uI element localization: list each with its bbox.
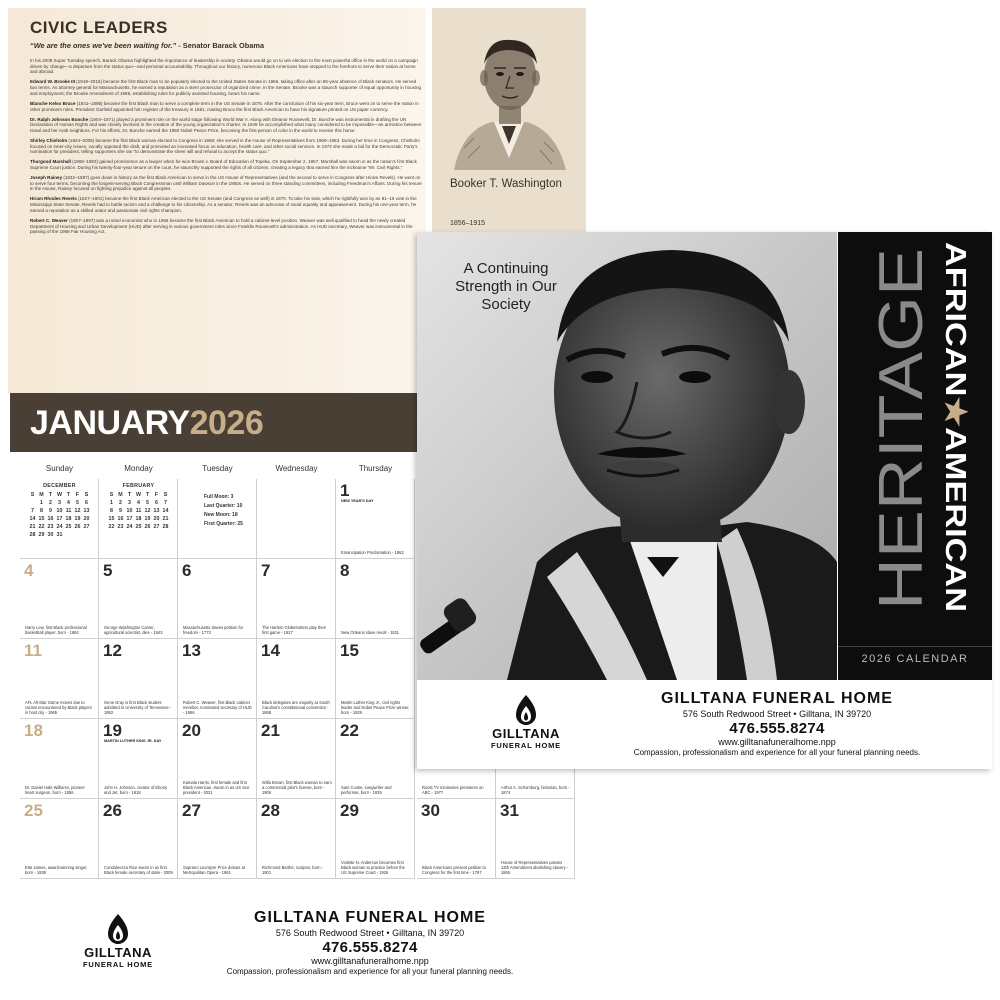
day-event: Emancipation Proclamation - 1863 — [341, 550, 404, 555]
day-number: 22 — [340, 721, 359, 740]
day-cell — [336, 799, 415, 879]
mini-day: 10 — [56, 508, 63, 514]
mini-day: 19 — [144, 516, 151, 522]
mini-day: 29 — [38, 532, 45, 538]
brand-logo — [471, 694, 581, 750]
day-event: Etta James, award-winning singer, born - 1938 — [25, 865, 88, 875]
day-number: 6 — [182, 561, 192, 580]
day-number: 28 — [261, 801, 280, 820]
mini-day: 1 — [110, 500, 113, 506]
brand-website: www.gilltanafuneralhome.npp — [311, 956, 429, 966]
month-band — [10, 393, 417, 452]
portrait-years: 1856–1915 — [450, 220, 486, 227]
day-cell — [496, 799, 575, 879]
month-year: 2026 — [189, 404, 264, 442]
mini-day: 7 — [164, 500, 167, 506]
day-cell — [257, 799, 336, 879]
mini-day: 12 — [144, 508, 151, 514]
day-cell — [178, 799, 257, 879]
mini-day: 23 — [117, 524, 124, 530]
brand-tagline: Compassion, professionalism and experience for all your funeral planning needs. — [633, 748, 921, 757]
month-title — [30, 404, 263, 443]
info-paragraph — [30, 175, 422, 192]
info-paragraph — [30, 138, 422, 155]
mini-weekday: T — [145, 492, 150, 498]
day-event: New Orleans slave revolt - 1811 — [341, 630, 399, 635]
paragraph-text: (1832–1887) goes down in history as the first Black American to serve in the US House of Representatives (and the second to serve in Congress after Hiram Revels). He went on to serve four terms, becoming the longest-serving Black Congressman until William Dawson in the 1950s. He served on three standing committees, including Freedman's Affairs. During his tenure in the House, Rainey focused on fighting prejudice against all peoples. — [30, 175, 422, 192]
cover-title-panel — [838, 232, 992, 680]
paragraph-lead: Joseph Rainey — [30, 175, 63, 181]
mini-day — [28, 499, 37, 507]
mini-day: 27 — [153, 524, 160, 530]
mini-day: 25 — [135, 524, 142, 530]
flame-icon — [513, 694, 539, 726]
day-event: Gene Gray is first Black student admitted to University of Tennessee - 1952 — [104, 700, 172, 715]
mini-day: 9 — [49, 508, 52, 514]
mini-day: 24 — [126, 524, 133, 530]
mini-day: 23 — [47, 524, 54, 530]
paragraph-text: In his 2008 Super Tuesday speech, Barack Obama highlighted the importance of leadership in society. Obama would go on to win election to the most powerful office in the world on a campaign driven by change—a departure from the status quo—and personal accountability. Throughout our history, numerous Black Americans have stepped to the forefront to serve their nation at home and abroad. — [30, 58, 418, 75]
day-cell — [20, 559, 99, 639]
mini-day: 3 — [128, 500, 131, 506]
info-body — [30, 58, 422, 239]
day-number: 8 — [340, 561, 350, 580]
day-number: 14 — [261, 641, 280, 660]
day-number: 21 — [261, 721, 280, 740]
brand-name: GILLTANA FUNERAL HOME — [254, 909, 486, 926]
brand-address: 576 South Redwood Street • Gilltana, IN 39720 — [682, 709, 872, 719]
mini-day: 16 — [47, 516, 54, 522]
mini-weekday: S — [84, 492, 89, 498]
day-cell — [20, 639, 99, 719]
day-cell — [257, 639, 336, 719]
mini-day: 26 — [144, 524, 151, 530]
mini-weekday: M — [118, 492, 123, 498]
mini-day: 16 — [117, 516, 124, 522]
mini-day: 15 — [38, 516, 45, 522]
mini-day: 28 — [162, 524, 169, 530]
weekday-header: Sunday — [45, 464, 74, 473]
mini-day — [73, 531, 82, 539]
mini-day: 30 — [47, 532, 54, 538]
day-number: 26 — [103, 801, 122, 820]
title-heritage — [867, 240, 936, 610]
mini-day: 18 — [65, 516, 72, 522]
mini-day: 13 — [83, 508, 90, 514]
mini-weekday: T — [127, 492, 132, 498]
moon-phase: New Moon: 18 — [204, 512, 238, 518]
day-cell — [99, 639, 178, 719]
brand-website: www.gilltanafuneralhome.npp — [718, 737, 836, 747]
day-cell — [257, 559, 336, 639]
cover-tagline: A Continuing Strength in Our Society — [455, 260, 557, 313]
title-african-american — [936, 242, 982, 614]
title-star: ★ — [939, 396, 971, 423]
day-event: Condoleezza Rice sworn in as first Black female secretary of state - 2005 — [104, 865, 173, 875]
mini-weekday: F — [154, 492, 159, 498]
day-number: 27 — [182, 801, 201, 820]
day-event: John H. Johnson, creator of Ebony and Jet, born - 1918 — [104, 785, 168, 795]
mini-day: 11 — [135, 508, 142, 514]
paragraph-text: (1908–1993) gained prominence as a lawyer when he won Brown v. Board of Education of Topeka. On September 2, 1967, Marshall was sworn in as the nation's first Black Supreme Court justice. During his twenty-four-year tenure on the court, he staunchly supported the rights of all citizens, creating a legacy that earned him the nickname “Mr. Civil Rights.” — [30, 159, 417, 171]
portrait-sketch — [444, 18, 574, 170]
day-event: The Harlem Globetrotters play their first game - 1927 — [262, 625, 326, 635]
mini-calendar-title: DECEMBER — [43, 483, 76, 489]
mini-calendar-december — [28, 483, 91, 539]
mini-day: 25 — [65, 524, 72, 530]
brand-text — [597, 690, 957, 757]
day-event: Soprano Leontyne Price debuts at Metropolitan Opera - 1961 — [183, 865, 245, 875]
info-paragraph — [30, 218, 422, 235]
mini-day: 7 — [31, 508, 34, 514]
mini-calendar-february — [107, 483, 170, 531]
day-cell — [20, 719, 99, 799]
cover-calendar-label: 2026 CALENDAR — [838, 646, 992, 665]
paragraph-lead: Thurgood Marshall — [30, 159, 71, 165]
day-number: 19 — [103, 721, 122, 740]
day-cell — [178, 559, 257, 639]
brand-name: GILLTANA FUNERAL HOME — [661, 690, 893, 707]
mini-day: 31 — [56, 532, 63, 538]
day-event: Roots TV miniseries premieres on ABC - 1977 — [422, 785, 484, 795]
flame-icon — [105, 913, 131, 945]
info-quote — [30, 41, 420, 50]
mini-day: 20 — [83, 516, 90, 522]
logo-name: GILLTANA — [84, 945, 152, 960]
day-number: 25 — [24, 801, 43, 820]
holiday-label: NEW YEAR'S DAY — [341, 499, 374, 503]
mini-day: 12 — [74, 508, 81, 514]
mini-day: 3 — [58, 500, 61, 506]
logo-sub: FUNERAL HOME — [491, 741, 561, 750]
brand-phone: 476.555.8274 — [322, 939, 418, 956]
paragraph-text: (1924–2005) became the first Black woman elected to Congress in 1968; she served in the House of Representatives from 1969–1983. During her time in Congress, Chisholm focused on inner-city issues, vocally opposed the draft, and promoted an increased focus on education, health care, and other social services. In 1972 she made a bid for the Democratic Party's nomination for president, telling supporters she ran “to demonstrate the sheer will and refusal to accept the status quo.” — [30, 137, 420, 155]
mini-day: 21 — [162, 516, 169, 522]
paragraph-lead: Blanche Kelso Bruce — [30, 100, 76, 106]
day-event: House of Representatives passes 13th Amendment abolishing slavery - 1865 — [501, 860, 569, 875]
mini-day: 4 — [67, 500, 70, 506]
portrait-name: Booker T. Washington — [450, 178, 562, 190]
mini-day: 10 — [126, 508, 133, 514]
day-number: 18 — [24, 721, 43, 740]
mini-day: 26 — [74, 524, 81, 530]
day-cell — [336, 639, 415, 719]
day-cell — [99, 719, 178, 799]
mini-day: 2 — [119, 500, 122, 506]
day-number: 31 — [500, 801, 519, 820]
info-title: CIVIC LEADERS — [30, 18, 168, 37]
title-word-american: AMERICAN — [939, 427, 971, 584]
cover-photo — [417, 232, 837, 680]
weekday-header: Tuesday — [202, 464, 233, 473]
day-event: Massachusetts slaves petition for freedom - 1773 — [183, 625, 244, 635]
brand-address: 576 South Redwood Street • Gilltana, IN 39720 — [275, 928, 465, 938]
mini-day: 28 — [29, 532, 36, 538]
paragraph-text: (1827–1901) became the first Black American elected to the US Senate (and Congress as well) in 1870. To take his seat, which he rightfully won by an 81–15 vote in the Mississippi State Senate, Revels had to battle racism and a challenge to his citizenship. As a senator, Revels was an advocate of racial equality and appeasement. During his one-year term, he earned a reputation as a skilled orator and passionate civil rights champion. — [30, 196, 417, 213]
day-event: Martin Luther King Jr., civil rights leader and Nobel Peace Prize winner, born - 1929 — [341, 700, 410, 715]
mini-day: 17 — [56, 516, 63, 522]
weekday-header: Thursday — [358, 464, 393, 473]
day-number: 5 — [103, 561, 113, 580]
info-paragraph — [30, 196, 422, 213]
mini-day: 14 — [162, 508, 169, 514]
mini-day: 15 — [108, 516, 115, 522]
day-number: 13 — [182, 641, 201, 660]
empty-cell — [257, 479, 336, 559]
mini-day: 1 — [40, 500, 43, 506]
mini-day — [64, 531, 73, 539]
brand-text — [180, 909, 560, 976]
mini-day: 9 — [119, 508, 122, 514]
info-paragraph — [30, 79, 422, 96]
holiday-label: MARTIN LUTHER KING JR. DAY — [104, 739, 162, 743]
info-page — [8, 8, 426, 393]
mini-day: 21 — [29, 524, 36, 530]
paragraph-lead: Shirley Chisholm — [30, 137, 68, 143]
calendar-cover — [417, 232, 992, 769]
mini-day: 13 — [153, 508, 160, 514]
mini-weekday: W — [136, 492, 141, 498]
day-cell — [178, 639, 257, 719]
cover-branding — [417, 680, 992, 769]
day-event: Dr. Daniel Hale Williams, pioneer heart surgeon, born - 1856 — [25, 785, 85, 795]
day-event: Willa Brown, first Black woman to earn a commercial pilot's license, born - 1906 — [262, 780, 332, 795]
day-event: Arthur A. Schomburg, historian, born - 1874 — [501, 785, 570, 795]
paragraph-text: (1919–2015) became the first Black man to be popularly elected to the United States Senate in 1966, taking office after an 85-year absence of Black senators. He served two terms. As attorney general for Massachusetts, he earned a reputation as a stern prosecutor of organized crime. In the Senate, Brooke was a staunch supporter of equal opportunity in housing and employment; the Brooke Amendment of 1969, establishing rules for publicly assisted housing, bears his name. — [30, 79, 422, 96]
day-cell — [417, 799, 496, 879]
day-number: 4 — [24, 561, 34, 580]
day-cell — [257, 719, 336, 799]
mini-day: 18 — [135, 516, 142, 522]
info-paragraph — [30, 58, 422, 75]
mini-day: 22 — [108, 524, 115, 530]
mini-weekday: F — [75, 492, 80, 498]
day-event: AFL All-Star Game moves due to racism encountered by Black players in host city - 1965 — [25, 700, 92, 715]
mini-weekday: S — [163, 492, 168, 498]
day-cell — [99, 559, 178, 639]
day-cell — [99, 799, 178, 879]
day-cell — [178, 719, 257, 799]
mini-day — [82, 531, 91, 539]
mini-day: 4 — [137, 500, 140, 506]
month-name: JANUARY — [30, 404, 190, 442]
mini-day: 6 — [155, 500, 158, 506]
mini-weekday: W — [57, 492, 62, 498]
moon-phase: Full Moon: 3 — [204, 494, 234, 500]
moon-phase: Last Quarter: 10 — [204, 503, 243, 509]
brand-phone: 476.555.8274 — [729, 720, 825, 737]
mini-day: 8 — [110, 508, 113, 514]
mini-day: 22 — [38, 524, 45, 530]
logo-name: GILLTANA — [492, 726, 560, 741]
mini-day: 14 — [29, 516, 36, 522]
day-number: 15 — [340, 641, 359, 660]
paragraph-text: (1841–1898) became the first Black man to serve a complete term in the US Senate in 1875. After the conclusion of his six-year term, Bruce went on to serve the nation in other prominent roles. President Garfield appointed him register of the treasury in 1881, making Bruce the first Black American to have his signature printed on US paper currency. — [30, 100, 419, 112]
day-number: 1 — [340, 481, 350, 500]
day-event: Kamala Harris, first female and first Black American, sworn in as US vice president - 2021 — [183, 780, 250, 795]
heritage-text: HERITAGE — [867, 297, 936, 610]
day-event: Sam Cooke, songwriter and performer, born - 1935 — [341, 785, 392, 795]
paragraph-lead: Dr. Ralph Johnson Bunche — [30, 116, 89, 122]
mini-calendar-title: FEBRUARY — [122, 483, 155, 489]
info-paragraph — [30, 117, 422, 134]
day-event: Black delegates are majority at South Carolina's constitutional convention - 1868 — [262, 700, 330, 715]
paragraph-lead: Robert C. Weaver — [30, 217, 68, 223]
moon-phase: First Quarter: 25 — [204, 521, 243, 527]
day-number: 29 — [340, 801, 359, 820]
mini-weekday: T — [48, 492, 53, 498]
info-paragraph — [30, 101, 422, 112]
african-american-text — [939, 242, 971, 612]
paragraph-lead: Hiram Rhodes Revels — [30, 196, 77, 202]
day-cell — [336, 559, 415, 639]
mini-day: 20 — [153, 516, 160, 522]
day-event: Robert C. Weaver, first Black cabinet member, nominated secretary of HUD - 1966 — [183, 700, 252, 715]
moon-phases — [204, 493, 243, 529]
day-cell — [20, 799, 99, 879]
mini-day: 5 — [76, 500, 79, 506]
quote-text: “We are the ones we've been waiting for.” — [30, 41, 177, 50]
mini-day: 17 — [126, 516, 133, 522]
bottom-branding — [10, 895, 585, 990]
mini-day: 27 — [83, 524, 90, 530]
title-word-african: AFRICAN — [939, 242, 971, 373]
mini-weekday: S — [30, 492, 35, 498]
brand-tagline: Compassion, professionalism and experience for all your funeral planning needs. — [226, 967, 514, 976]
weekday-header: Wednesday — [275, 464, 318, 473]
mini-day: 5 — [146, 500, 149, 506]
brand-logo — [68, 913, 168, 969]
paragraph-text: (1907–1997) was a noted economist who in 1966 became the first Black American to hold a cabinet-level position. Weaver was well qualified to head the newly created Department of Housing and Urban Development (HUD) after serving in various government roles since Franklin Roosevelt's administration. As HUD secretary, Weaver was instrumental in the passing of the 1968 Fair Housing Act. — [30, 217, 413, 235]
day-event: Harry Lew, first Black professional basketball player, born - 1884 — [25, 625, 87, 635]
info-paragraph — [30, 159, 422, 170]
paragraph-text: (1904–1971) played a prominent role on the world stage following World War II. Along with Eleanor Roosevelt, Dr. Bunche was instrumental in drafting the UN Declaration of Human Rights and was closely involved in the creation of the young organization's charter. In 1949 he accomplished what many considered to be impossible—an armistice between Israel and her Arab neighbors. For his efforts, Dr. Bunche earned the 1950 Nobel Peace Prize, becoming the first person of color in the world to receive this honor. — [30, 116, 422, 133]
mini-day: 19 — [74, 516, 81, 522]
day-number: 11 — [24, 641, 42, 660]
day-number: 30 — [421, 801, 440, 820]
mini-day: 8 — [40, 508, 43, 514]
day-cell — [336, 479, 415, 559]
mini-day: 11 — [65, 508, 72, 514]
mini-day: 2 — [49, 500, 52, 506]
day-number: 12 — [103, 641, 122, 660]
weekday-header: Monday — [124, 464, 153, 473]
day-event: Black Americans present petition to Congress for the first time - 1797 — [422, 865, 486, 875]
logo-sub: FUNERAL HOME — [83, 960, 153, 969]
day-cell — [336, 719, 415, 799]
mini-weekday: T — [66, 492, 71, 498]
day-number: 20 — [182, 721, 201, 740]
portrait-card — [432, 8, 586, 234]
day-event: Richmond Barthé, sculptor, born - 1901 — [262, 865, 323, 875]
day-event: Violette N. Anderson becomes first Black woman to practice before the US Supreme Court - 1926 — [341, 860, 405, 875]
mini-day: 24 — [56, 524, 63, 530]
quote-attribution: - Senator Barack Obama — [176, 41, 265, 50]
mini-weekday: M — [39, 492, 44, 498]
paragraph-lead: Edward W. Brooke III — [30, 79, 75, 85]
mini-weekday: S — [109, 492, 114, 498]
day-number: 7 — [261, 561, 271, 580]
day-event: George Washington Carver, agricultural scientist, dies - 1943 — [104, 625, 163, 635]
mini-day: 6 — [85, 500, 88, 506]
